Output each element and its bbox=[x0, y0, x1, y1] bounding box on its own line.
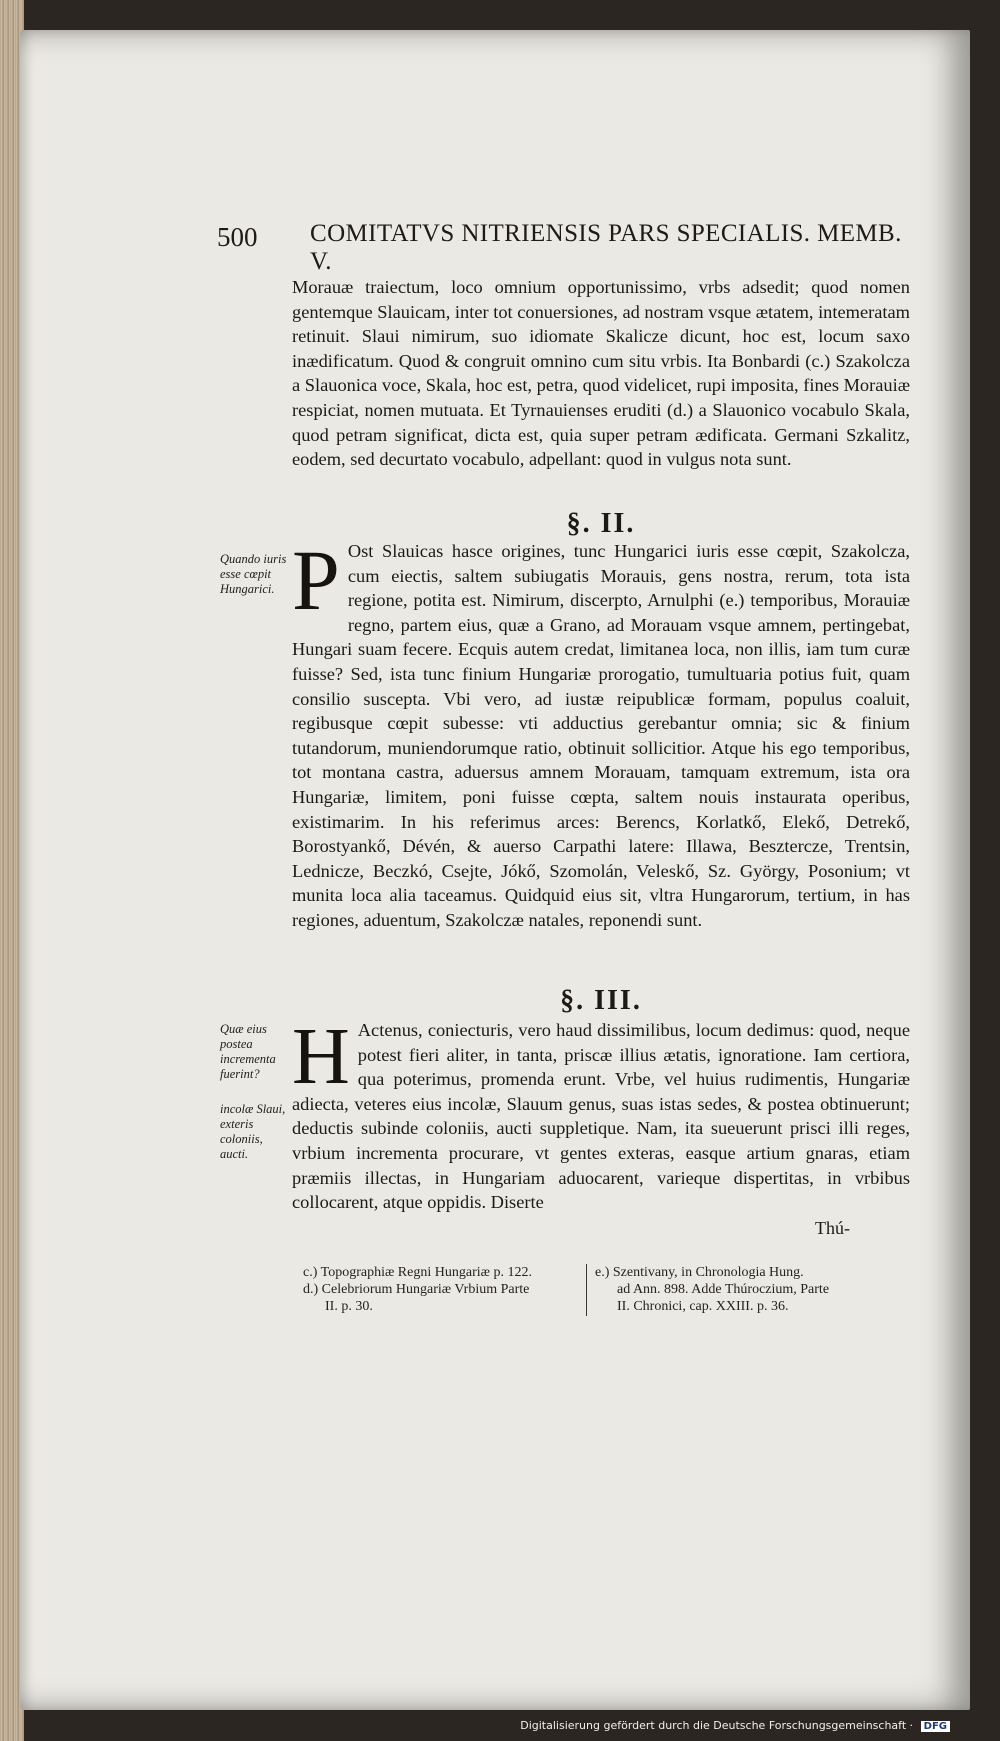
section-2-text: Ost Slauicas hasce origines, tunc Hungarici iuris esse cœpit, Szakolcza, cum eiectis, saltem subiugatis Morauis, gens nostra, rerum, tota ista regione, potita est. Nimirum, discerpto, Arnulphi (e.) temporibus, Morauiæ regno, partem eius, quæ a Grano, ad Morauam vsque amnem, pertingebat, Hungari suam fecere. Ecquis autem credat, limitanea loca, non illis, iam tum curæ fuisse? Sed, ista tunc finium Hungariæ prorogatio, tumultuaria potius fuit, quam consilio suscepta. Vbi vero, ad iustæ reipublicæ formam, populus coaluit, regibusque cœpit subesse: vti adductius gerebantur omnia; sic & finium tutandorum, muniendorumque ratio, obtinuit sollicitior. Atque his ego temporibus, tot montana castra, aduersus amnem Morauam, tamquam extremum, ista ora Hungariæ, limitem, poni fuisse cœpta, saltem nouis instaurata operibus, existimarim. In his referimus arces: Berencs, Korlatkő, Elekő, Detrekő, Borostyankő, Dévén, & auerso Carpathi latere: Illawa, Beszterczе, Trentsin, Lednicze, Beczkó, Csejte, Jókő, Szomolán, Veleskő, Sz. György, Posonium; vt munita loca alia taceamus. Quidquid eius sit, vltra Hungarorum, tertium, in has regiones, aduentum, Szakolczæ natales, reponendi sunt. bbox=[292, 541, 910, 930]
page-content bbox=[20, 30, 970, 1710]
credit-text: Digitalisierung gefördert durch die Deutsche Forschungsgemeinschaft · bbox=[520, 1719, 914, 1732]
section-3-text: Actenus, coniecturis, vero haud dissimilibus, locum dedimus: quod, neque potest fieri aliter, in tanta, priscæ illius ætatis, ignoratione. Iam certiora, qua poterimus, promenda erunt. Vrbe, vel huius rudimentis, Hungariæ adiecta, veteres eius incolæ, Slauum genus, suas istas sedes, & postea obtinuerunt; deductis subinde coloniis, aucti suppletique. Nam, ita sueuerunt prisci illi reges, vrbium incrementa procurare, vt gentes exteras, easque artium gnaras, etiam præmiis illectas, in Hungariam aduocarent, varieque dispertitas, in vrbibus collocarent, atque oppidis. Diserte bbox=[292, 1020, 910, 1213]
dropcap-p: P bbox=[292, 532, 340, 628]
margin-note-section-3b: incolæ Slaui, exteris coloniis, aucti. bbox=[220, 1102, 286, 1161]
section-3-heading: §. III. bbox=[560, 985, 642, 1016]
running-title: COMITATVS NITRIENSIS PARS SPECIALIS. MEMB. V. bbox=[310, 220, 902, 275]
footnotes-right-column bbox=[595, 1264, 895, 1315]
footnote-divider bbox=[586, 1264, 587, 1316]
dfg-logo-icon: DFG bbox=[921, 1721, 950, 1732]
footnotes bbox=[303, 1264, 903, 1324]
margin-note-section-2: Quando iuris esse cœpit Hungarici. bbox=[220, 552, 287, 596]
footnote-e: e.) Szentivany, in Chronologia Hung. bbox=[595, 1265, 804, 1280]
margin-note-section-3a: Quæ eius postea incrementa fuerint? bbox=[220, 1022, 276, 1081]
dropcap-h: H bbox=[292, 1013, 350, 1101]
footnote-d-cont: II. p. 30. bbox=[325, 1299, 373, 1314]
section-3-body bbox=[292, 1013, 910, 1238]
section-2-heading: §. II. bbox=[566, 508, 636, 539]
footnote-d: d.) Celebriorum Hungariæ Vrbium Parte bbox=[303, 1282, 530, 1297]
section-2-body bbox=[292, 532, 910, 984]
catchword: Thú- bbox=[815, 1218, 850, 1238]
page-header bbox=[217, 220, 917, 275]
footnote-c: c.) Topographiæ Regni Hungariæ p. 122. bbox=[303, 1265, 532, 1280]
page-number: 500 bbox=[217, 222, 258, 252]
digitization-credit bbox=[520, 1719, 950, 1732]
intro-text: Morauæ traiectum, loco omnium opportunissimo, vrbs adsedit; quod nomen gentemque Slauicam, inter tot conuersiones, ad nostram vsque ætatem, intemeratam retinuit. Slaui nimirum, suo idiomate Skalicze dicunt, hoc est, locum saxo inædificatum. Quod & congruit omnino cum situ vrbis. Ita Bonbardi (c.) Szakolcza a Slauonica voce, Skala, hoc est, petra, quod videlicet, rupi imposita, fines Morauiæ respiciat, nomen mutuata. Et Tyrnauienses eruditi (d.) a Slauonico vocabulo Skala, quod petram significat, dicta est, quia super petram ædificata. Germani Szkalitz, eodem, sed decurtato vocabulo, adpellant: quod in vulgus nota sunt. bbox=[292, 277, 910, 470]
book-page bbox=[20, 30, 970, 1710]
footnote-e-cont-1: ad Ann. 898. Adde Thúroczium, Parte bbox=[617, 1282, 830, 1297]
footnote-e-cont-2: II. Chronici, cap. XXIII. p. 36. bbox=[617, 1299, 789, 1314]
intro-paragraph bbox=[292, 275, 910, 515]
footnotes-left-column bbox=[303, 1264, 583, 1315]
